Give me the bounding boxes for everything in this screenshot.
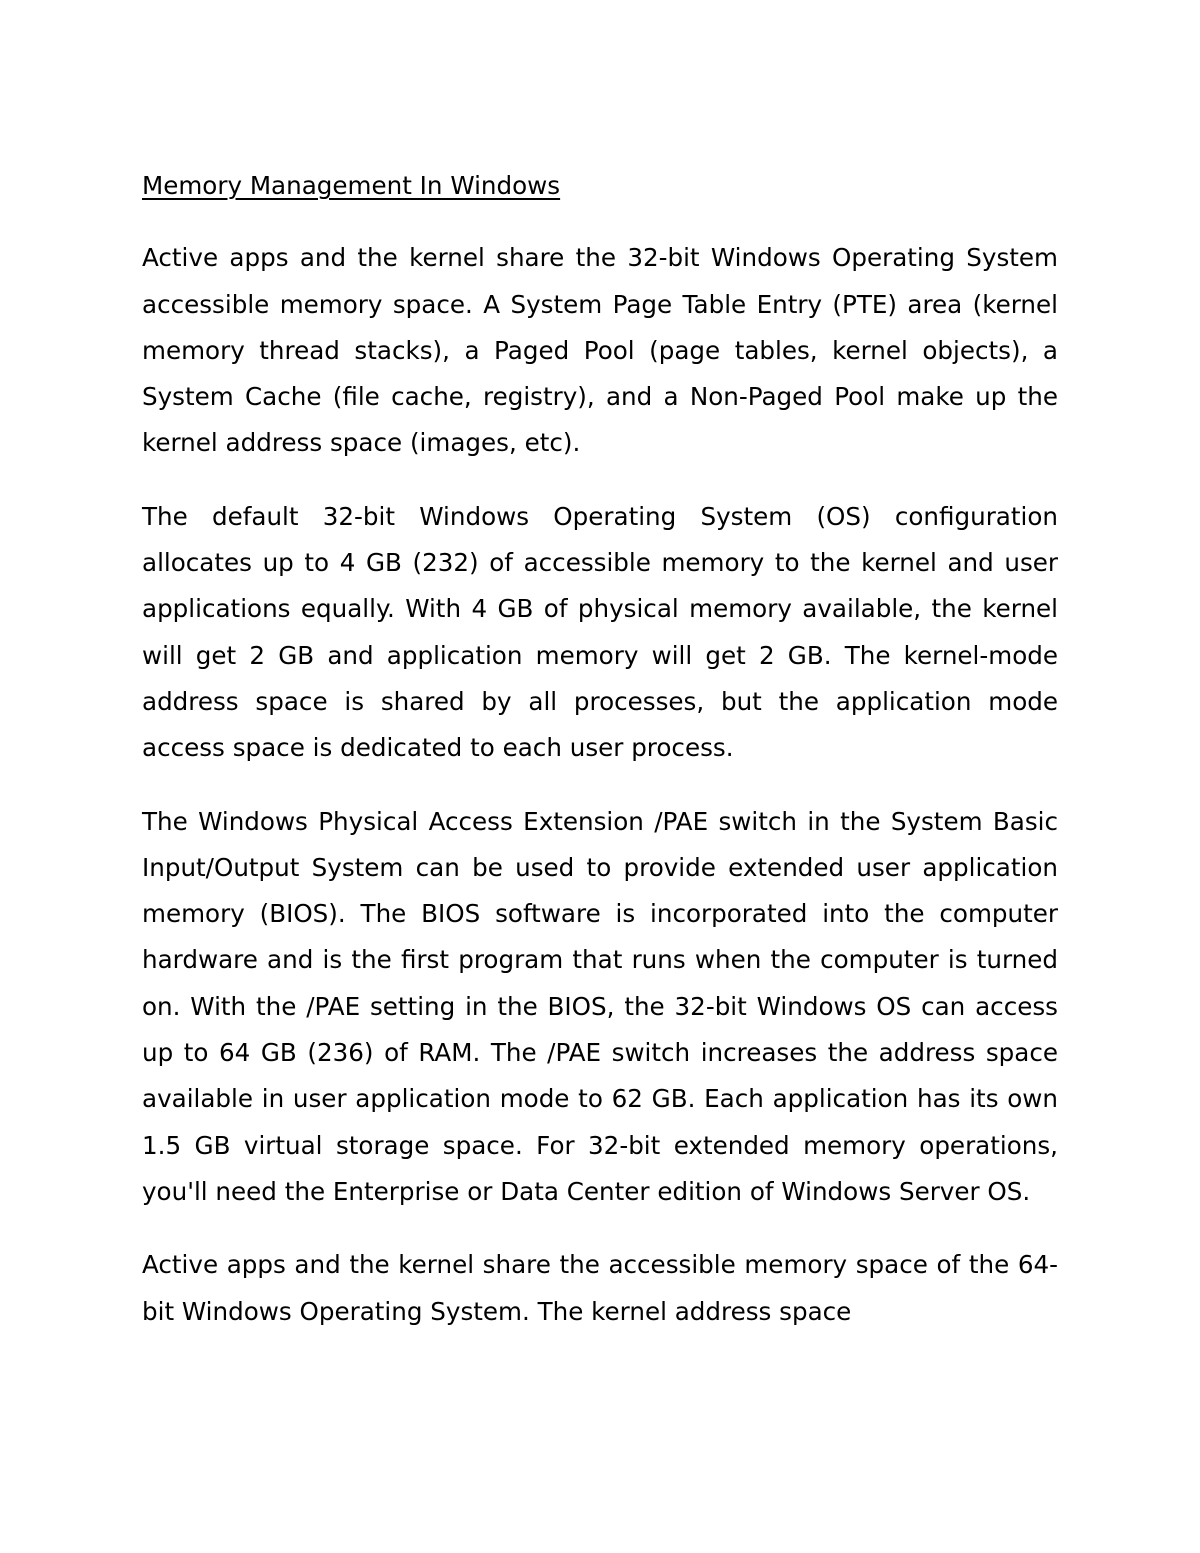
paragraph-64bit-memory: Active apps and the kernel share the accessible memory space of the 64-bit Windows Operating System. The kernel address space	[142, 1250, 1058, 1326]
paragraph-default-configuration: The default 32-bit Windows Operating System (OS) configuration allocates up to 4 GB (232) of accessible memory to the kernel and user applications equally. With 4 GB of physical memory available, the kernel will get 2 GB and application memory will get 2 GB. The kernel-mode address space is shared by all processes, but the application mode access space is dedicated to each user process.	[142, 501, 1058, 763]
paragraph-pae-switch: The Windows Physical Access Extension /PAE switch in the System Basic Input/Output System can be used to provide extended user application memory (BIOS). The BIOS software is incorporated into the computer hardware and is the first program that runs when the computer is turned on. With the /PAE setting in the BIOS, the 32-bit Windows OS can access up to 64 GB (236) of RAM. The /PAE switch increases the address space available in user application mode to 62 GB. Each application has its own 1.5 GB virtual storage space. For 32-bit extended memory operations, you'll need the Enterprise or Data Center edition of Windows Server OS.	[142, 806, 1058, 1206]
paragraph-32bit-kernel-space: Active apps and the kernel share the 32-bit Windows Operating System accessible memory space. A System Page Table Entry (PTE) area (kernel memory thread stacks), a Paged Pool (page tables, kernel objects), a System Cache (file cache, registry), and a Non-Paged Pool make up the kernel address space (images, etc).	[142, 243, 1058, 458]
document-body	[142, 163, 1058, 1362]
document-title: Memory Management In Windows	[142, 171, 561, 200]
